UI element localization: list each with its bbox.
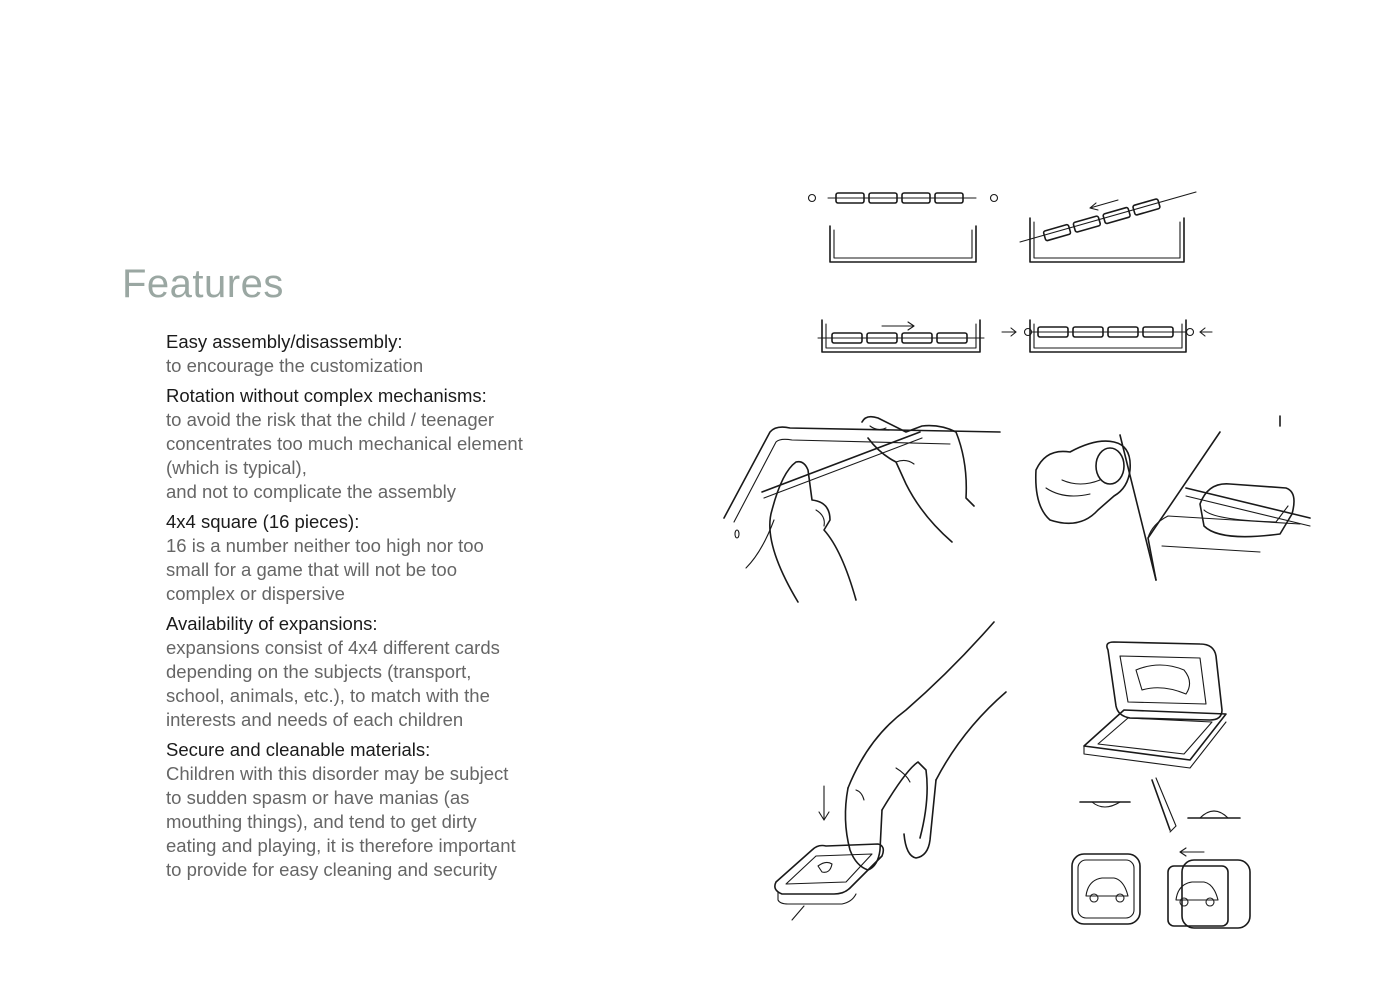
finger-pressing-tile-icon: [775, 622, 1006, 920]
feature-description: to encourage the customization: [166, 355, 424, 376]
feature-description: Children with this disorder may be subject: [166, 763, 509, 784]
feature-description: to avoid the risk that the child / teenager: [166, 409, 495, 430]
assembly-illustrations: [700, 170, 1320, 940]
rod-locked-icon: [1002, 320, 1212, 352]
feature-description: small for a game that will not be too: [166, 559, 458, 580]
feature-heading: Secure and cleanable materials:: [166, 739, 431, 760]
features-list: [166, 330, 586, 888]
feature-heading: Availability of expansions:: [166, 613, 378, 634]
feature-materials: [166, 738, 586, 882]
rod-push-icon: [818, 320, 984, 352]
feature-easy-assembly: [166, 330, 586, 378]
feature-description: to provide for easy cleaning and security: [166, 859, 498, 880]
feature-rotation: [166, 384, 586, 504]
feature-description: depending on the subjects (transport,: [166, 661, 472, 682]
feature-heading: 4x4 square (16 pieces):: [166, 511, 360, 532]
feature-description: mouthing things), and tend to get dirty: [166, 811, 477, 832]
hands-inserting-rod-icon: [724, 417, 1000, 602]
feature-description: interests and needs of each children: [166, 709, 464, 730]
rod-sliding-in-icon: [1020, 192, 1196, 262]
feature-square: [166, 510, 586, 606]
hand-rotating-knob-icon: [1036, 416, 1310, 580]
tile-cleaning-parts-icon: [1072, 642, 1250, 928]
sketch-canvas: [700, 170, 1320, 940]
page-title: Features: [122, 262, 284, 306]
feature-description: to sudden spasm or have manias (as: [166, 787, 470, 808]
feature-description: expansions consist of 4x4 different cards: [166, 637, 500, 658]
feature-description: 16 is a number neither too high nor too: [166, 535, 484, 556]
feature-heading: Easy assembly/disassembly:: [166, 331, 403, 352]
feature-heading: Rotation without complex mechanisms:: [166, 385, 487, 406]
feature-expansions: [166, 612, 586, 732]
feature-description: school, animals, etc.), to match with the: [166, 685, 490, 706]
feature-description: concentrates too much mechanical element: [166, 433, 523, 454]
rod-parts-separated-icon: [809, 193, 998, 262]
feature-description: complex or dispersive: [166, 583, 345, 604]
feature-description: (which is typical),: [166, 457, 307, 478]
feature-description: eating and playing, it is therefore important: [166, 835, 516, 856]
feature-description: and not to complicate the assembly: [166, 481, 456, 502]
